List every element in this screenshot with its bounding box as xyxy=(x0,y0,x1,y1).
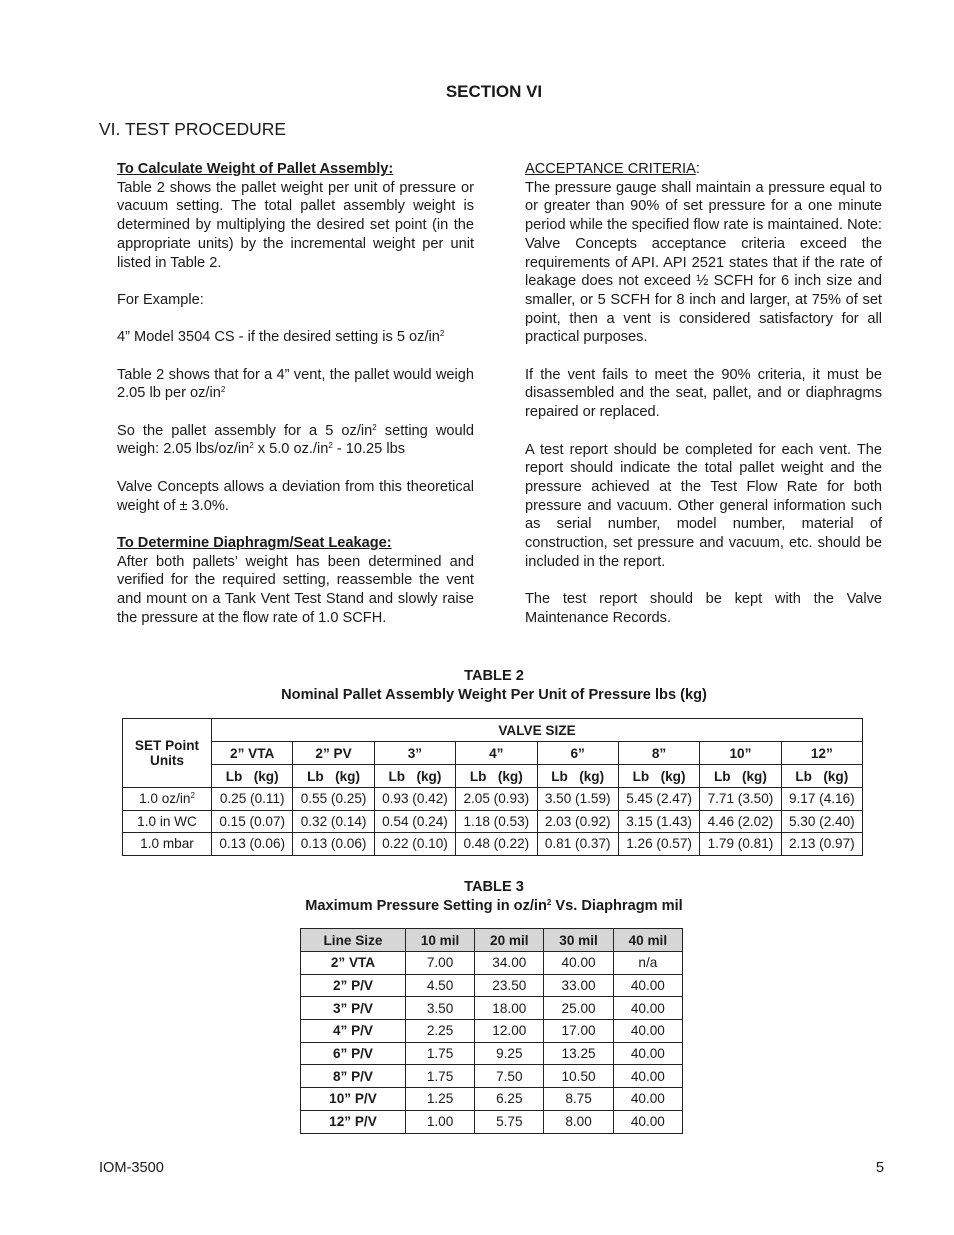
table-cell: 10.50 xyxy=(544,1065,613,1088)
table-cell: 1.26 (0.57) xyxy=(618,833,699,856)
unit-col-header: Lb (kg) xyxy=(618,765,699,788)
weight-body: Table 2 shows the pallet weight per unit of pressure or vacuum setting. The total pallet assembly weight is determined by multiplying the desired set point (in the appropriate units) by the incremental weight per unit listed in Table 2. xyxy=(117,179,474,271)
calc-paragraph: So the pallet assembly for a 5 $oz/in^2$ setting would weigh: 2.05 lbs/$oz/in^2$ x 5.0 $oz./in^2 - 10.25$ lbs xyxy=(117,422,474,458)
line-size-cell: 2” VTA xyxy=(301,952,406,975)
table-cell: 9.25 xyxy=(475,1042,544,1065)
table-cell: 2.25 xyxy=(405,1020,474,1043)
leakage-body: After both pallets’ weight has been determined and verified for the required setting, reassemble the vent and mount on a Tank Vent Test Stand and slowly raise the pressure at the flow rate of 1.0 SCFH. xyxy=(117,553,474,626)
row-unit: 1.0 $oz/in^2$ xyxy=(123,788,212,811)
unit-col-header: Lb (kg) xyxy=(456,765,537,788)
table-cell: 25.00 xyxy=(544,997,613,1020)
table-cell: 2.13 (0.97) xyxy=(781,833,862,856)
table3-col-header: 20 mil xyxy=(475,929,544,952)
table-cell: 0.93 (0.42) xyxy=(374,788,455,811)
table2-size-row xyxy=(123,742,863,765)
table-row xyxy=(123,833,863,856)
table-cell: 0.32 (0.14) xyxy=(293,810,374,833)
table3 xyxy=(300,928,683,1134)
table-cell: 5.45 (2.47) xyxy=(618,788,699,811)
table-cell: 1.25 xyxy=(405,1088,474,1111)
table3-title: Maximum Pressure Setting in $oz/in^2$ Vs. Diaphragm mil xyxy=(305,898,683,914)
left-column xyxy=(117,160,474,646)
valve-size-col: 3” xyxy=(374,742,455,765)
table-cell: 0.81 (0.37) xyxy=(537,833,618,856)
valve-size-col: 2” PV xyxy=(293,742,374,765)
row-unit: 1.0 in WC xyxy=(123,810,212,833)
table-cell: 8.75 xyxy=(544,1088,613,1111)
table-row xyxy=(301,1020,683,1043)
valve-size-col: 12” xyxy=(781,742,862,765)
table-cell: 40.00 xyxy=(613,1088,682,1111)
table-cell: 17.00 xyxy=(544,1020,613,1043)
table-cell: 40.00 xyxy=(544,952,613,975)
table-cell: 2.05 (0.93) xyxy=(456,788,537,811)
table-cell: 0.55 (0.25) xyxy=(293,788,374,811)
unit-col-header: Lb (kg) xyxy=(293,765,374,788)
chapter-title: VI. TEST PROCEDURE xyxy=(99,119,287,139)
table-row xyxy=(301,1088,683,1111)
example-label: For Example: xyxy=(117,291,204,308)
unit-col-header: Lb (kg) xyxy=(700,765,781,788)
footer-doc-id: IOM-3500 xyxy=(99,1160,164,1176)
unit-col-header: Lb (kg) xyxy=(374,765,455,788)
table2-label: TABLE 2 xyxy=(464,668,524,684)
table-cell: 33.00 xyxy=(544,974,613,997)
set-point-header: SET Point Units xyxy=(123,719,212,788)
table2-title: Nominal Pallet Assembly Weight Per Unit of Pressure lbs (kg) xyxy=(281,687,707,703)
table-cell: 0.15 (0.07) xyxy=(212,810,293,833)
table3-header-row xyxy=(301,929,683,952)
table-cell: 0.54 (0.24) xyxy=(374,810,455,833)
row-unit: 1.0 mbar xyxy=(123,833,212,856)
table-cell: 7.50 xyxy=(475,1065,544,1088)
valve-size-col: 10” xyxy=(700,742,781,765)
table-row xyxy=(301,1042,683,1065)
table-cell: 1.18 (0.53) xyxy=(456,810,537,833)
table-cell: 0.13 (0.06) xyxy=(212,833,293,856)
table-cell: 0.25 (0.11) xyxy=(212,788,293,811)
line-size-cell: 2” P/V xyxy=(301,974,406,997)
table-cell: 9.17 (4.16) xyxy=(781,788,862,811)
table-cell: 40.00 xyxy=(613,1065,682,1088)
valve-size-header: VALVE SIZE xyxy=(212,719,863,742)
line-size-cell: 10” P/V xyxy=(301,1088,406,1111)
table-cell: 12.00 xyxy=(475,1020,544,1043)
table3-col-header: 30 mil xyxy=(544,929,613,952)
table2-unit-row xyxy=(123,765,863,788)
valve-size-col: 4” xyxy=(456,742,537,765)
unit-col-header: Lb (kg) xyxy=(537,765,618,788)
table-cell: 40.00 xyxy=(613,974,682,997)
example-line-b: Table 2 shows that for a 4” vent, the pallet would weigh 2.05 lb per $oz/in^2$ xyxy=(117,366,474,402)
table-cell: 40.00 xyxy=(613,1020,682,1043)
table-cell: 0.13 (0.06) xyxy=(293,833,374,856)
table2 xyxy=(122,718,863,856)
table-row xyxy=(123,810,863,833)
table-cell: 7.71 (3.50) xyxy=(700,788,781,811)
line-size-cell: 8” P/V xyxy=(301,1065,406,1088)
table-cell: 7.00 xyxy=(405,952,474,975)
table-cell: 4.46 (2.02) xyxy=(700,810,781,833)
criteria-heading: ACCEPTANCE CRITERIA xyxy=(525,161,696,177)
right-column xyxy=(525,160,882,646)
table-row xyxy=(301,1065,683,1088)
table-cell: 0.48 (0.22) xyxy=(456,833,537,856)
table-row xyxy=(301,974,683,997)
table-cell: 3.15 (1.43) xyxy=(618,810,699,833)
table-cell: 0.22 (0.10) xyxy=(374,833,455,856)
footer-page-number: 5 xyxy=(875,1160,884,1176)
table-cell: 23.50 xyxy=(475,974,544,997)
leakage-heading: To Determine Diaphragm/Seat Leakage: xyxy=(117,534,392,551)
table-cell: 8.00 xyxy=(544,1110,613,1133)
criteria-heading-line: ACCEPTANCE CRITERIA: xyxy=(525,161,700,177)
valve-size-col: 2” VTA xyxy=(212,742,293,765)
table-cell: 6.25 xyxy=(475,1088,544,1111)
table-cell: 5.30 (2.40) xyxy=(781,810,862,833)
fail-body: If the vent fails to meet the 90% criteria, it must be disassembled and the seat, pallet, and or diaphragms repaired or replaced. xyxy=(525,366,882,421)
table-cell: 1.00 xyxy=(405,1110,474,1133)
table-row xyxy=(301,997,683,1020)
line-size-cell: 12” P/V xyxy=(301,1110,406,1133)
table-row xyxy=(123,788,863,811)
table-cell: 40.00 xyxy=(613,1110,682,1133)
table-row xyxy=(301,952,683,975)
table-cell: 18.00 xyxy=(475,997,544,1020)
table-cell: 13.25 xyxy=(544,1042,613,1065)
table-cell: 5.75 xyxy=(475,1110,544,1133)
line-size-cell: 4” P/V xyxy=(301,1020,406,1043)
table-cell: 1.79 (0.81) xyxy=(700,833,781,856)
unit-col-header: Lb (kg) xyxy=(781,765,862,788)
weight-heading: To Calculate Weight of Pallet Assembly: xyxy=(117,161,394,177)
table-cell: 3.50 (1.59) xyxy=(537,788,618,811)
table-cell: 4.50 xyxy=(405,974,474,997)
table-cell: 3.50 xyxy=(405,997,474,1020)
table3-col-header: Line Size xyxy=(301,929,406,952)
line-size-cell: 3” P/V xyxy=(301,997,406,1020)
valve-size-col: 8” xyxy=(618,742,699,765)
table3-col-header: 40 mil xyxy=(613,929,682,952)
unit-col-header: Lb (kg) xyxy=(212,765,293,788)
table3-col-header: 10 mil xyxy=(405,929,474,952)
deviation-paragraph: Valve Concepts allows a deviation from this theoretical weight of ± 3.0%. xyxy=(117,478,474,514)
valve-size-col: 6” xyxy=(537,742,618,765)
report-body: A test report should be completed for each vent. The report should indicate the total pallet weight and the pressure achieved at the Test Flow Rate for both pressure and vacuum. Other general information such as serial number, model number, material of construction, set pressure and vacuum, etc. should be included in the report. xyxy=(525,441,882,570)
criteria-body: The pressure gauge shall maintain a pressure equal to or greater than 90% of set pressure for a one minute period while the specified flow rate is maintained. Note: Valve Concepts acceptance criteria exceed the requirements of API. API 2521 states that if the rate of leakage does not exceed ½ SCFH for 6 inch size and smaller, or 5 SCFH for 8 inch and larger, at 75% of set point, then a vent is considered satisfactory for all practical purposes. xyxy=(525,179,882,346)
table3-label: TABLE 3 xyxy=(464,879,524,895)
table-cell: 1.75 xyxy=(405,1065,474,1088)
table-cell: 2.03 (0.92) xyxy=(537,810,618,833)
section-title: SECTION VI xyxy=(445,82,543,101)
table-cell: 1.75 xyxy=(405,1042,474,1065)
table3-caption xyxy=(0,878,954,916)
table-cell: 40.00 xyxy=(613,1042,682,1065)
table-cell: 34.00 xyxy=(475,952,544,975)
table-row xyxy=(301,1110,683,1133)
table-cell: n/a xyxy=(613,952,682,975)
table2-caption xyxy=(0,667,954,705)
example-line-a: 4” Model 3504 CS - if the desired setting is 5 $oz/in^2$ xyxy=(117,329,445,346)
records-body: The test report should be kept with the Valve Maintenance Records. xyxy=(525,591,882,626)
line-size-cell: 6” P/V xyxy=(301,1042,406,1065)
table-cell: 40.00 xyxy=(613,997,682,1020)
